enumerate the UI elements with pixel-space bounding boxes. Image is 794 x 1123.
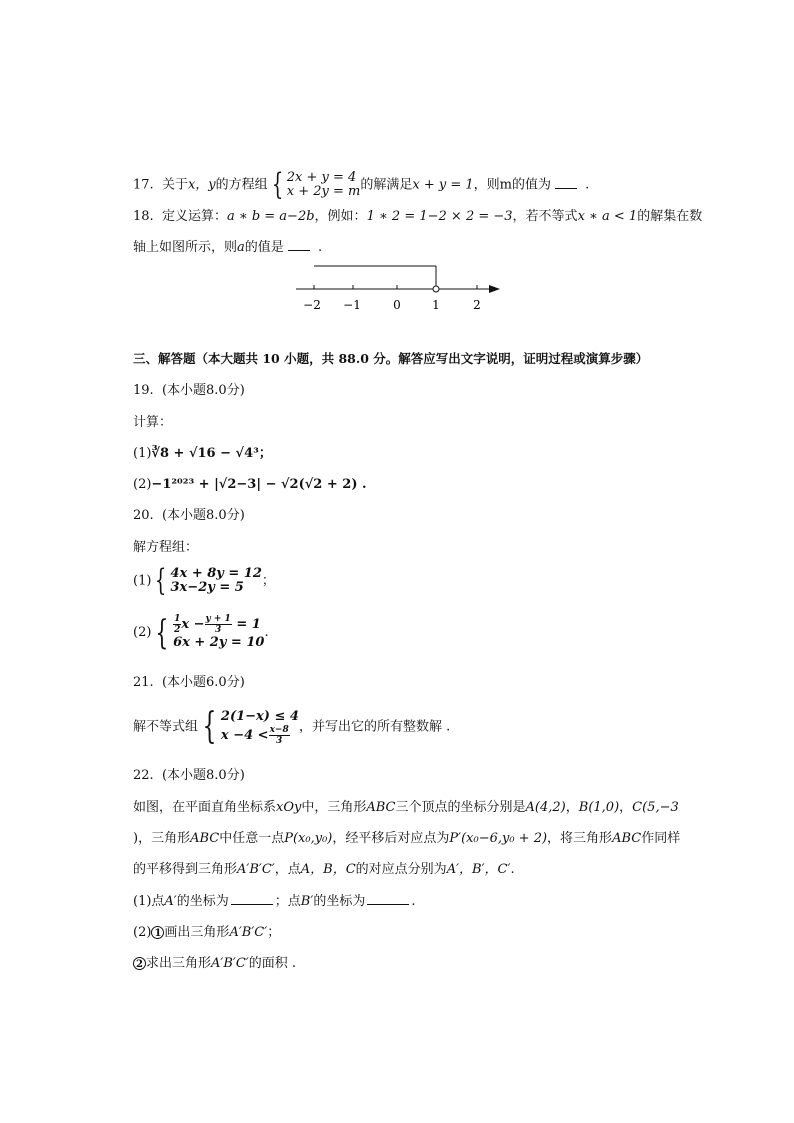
- tick-label: 1: [432, 298, 440, 312]
- question-text: 关于: [161, 177, 188, 193]
- question-text: 求出三角形: [146, 956, 212, 971]
- period: .: [585, 177, 590, 193]
- question-number: 19.: [133, 383, 154, 398]
- instruction: 解方程组：: [133, 540, 199, 555]
- question-text: 的对应点分别为: [355, 862, 447, 877]
- brace-icon: {: [155, 563, 167, 598]
- math-expr: A′B′C′: [237, 862, 275, 877]
- question-text: ，点: [274, 862, 301, 877]
- equation: 4x + 8y = 12: [170, 566, 262, 581]
- question-number: 20.: [133, 508, 154, 523]
- math-expr: A(4,2): [525, 800, 566, 815]
- question-text: 的值是: [244, 240, 284, 255]
- score-label: (本小题8.0分): [161, 508, 245, 523]
- question-text: 的坐标为: [176, 894, 229, 909]
- numerator: 1: [174, 614, 181, 624]
- question-text: 画出三角形: [164, 925, 230, 940]
- question-text: ，并写出它的所有整数解 .: [298, 719, 451, 735]
- math-expr: A′，B′，C′: [446, 862, 511, 877]
- question-22-part1: [133, 892, 415, 911]
- question-20-part1: [133, 563, 275, 598]
- question-22-part2: [133, 924, 280, 942]
- question-text: ，经平移后对应点为: [332, 831, 450, 846]
- instruction: 计算：: [133, 415, 173, 430]
- denominator: 3: [276, 736, 283, 746]
- inequality-system: [198, 708, 299, 746]
- math-expr: A′B′C′: [229, 925, 268, 940]
- math-expr: P′(x₀−6,y₀ + 2): [449, 831, 548, 846]
- inequality: x −4 <: [220, 728, 269, 743]
- question-22-line3: [133, 861, 515, 879]
- equation-system: [151, 563, 262, 598]
- question-19-part1: [133, 445, 272, 463]
- numerator: x−8: [269, 725, 289, 735]
- math-expr: C(5,−3: [632, 800, 679, 815]
- question-19-part2: [133, 476, 367, 494]
- question-17: [133, 167, 590, 202]
- part-label: (2): [133, 625, 152, 640]
- punctuation: .: [411, 894, 416, 909]
- condition: x + y = 1: [412, 177, 474, 193]
- numerator: y + 1: [205, 614, 231, 624]
- equation-system: [268, 167, 361, 202]
- equation: 6x + 2y = 10: [173, 635, 265, 650]
- number-line-figure: [290, 258, 510, 318]
- question-text: (1)点: [133, 894, 165, 909]
- inequality: 2(1−x) ≤ 4: [220, 709, 299, 724]
- axis-arrow-icon: [489, 285, 500, 293]
- tick-label: −1: [343, 298, 361, 312]
- question-number: 18.: [133, 209, 154, 224]
- math-expr: A′B′C′: [211, 956, 249, 971]
- question-18-line2: [133, 238, 322, 257]
- math-expr: ABC: [366, 800, 396, 815]
- question-21-body: [133, 708, 450, 746]
- equation-system: [151, 614, 264, 651]
- part-label: (1): [133, 573, 152, 589]
- math-expr: B′: [300, 894, 314, 909]
- question-text: 作同样: [641, 831, 681, 846]
- question-text: ，将三角形: [547, 831, 613, 846]
- question-18-line1: [133, 208, 702, 226]
- question-22-line1: [133, 799, 679, 817]
- question-text: 三个顶点的坐标分别是: [395, 800, 526, 815]
- math-expr: B(1,0): [578, 800, 620, 815]
- math-expr: a ∗ b = a−2b: [226, 209, 315, 224]
- circled-number-2: 2: [133, 957, 146, 970]
- answer-blank[interactable]: [555, 176, 577, 189]
- part-label: (1): [133, 446, 152, 461]
- question-text: 定义运算：: [161, 209, 227, 224]
- equation: 3x−2y = 5: [170, 580, 244, 595]
- tick-label: 2: [473, 298, 481, 312]
- brace-icon: {: [155, 612, 169, 653]
- brace-icon: {: [202, 706, 217, 747]
- punctuation: ，: [565, 800, 579, 815]
- question-20-part2: [133, 614, 269, 651]
- punctuation: ，: [619, 800, 633, 815]
- circled-number-1: 1: [151, 926, 164, 939]
- math-expr: x ∗ a < 1: [577, 209, 638, 224]
- part-label: (2): [133, 925, 152, 940]
- question-number: 17.: [133, 177, 154, 193]
- answer-blank[interactable]: [288, 238, 310, 251]
- math-expr: ABC: [612, 831, 642, 846]
- math-expr: ∛8 + √16 − √4³；: [151, 446, 272, 461]
- question-text: ，例如：: [314, 209, 367, 224]
- period: .: [317, 240, 323, 255]
- math-expr: A，B，C: [300, 862, 356, 877]
- punctuation: .: [510, 862, 515, 877]
- question-text: 解不等式组: [133, 719, 199, 735]
- question-number: 22.: [133, 768, 154, 783]
- question-text: 的坐标为: [313, 894, 366, 909]
- score-label: (本小题8.0分): [161, 383, 245, 398]
- question-text: 的解集在数: [637, 209, 703, 224]
- question-21-header: [133, 674, 245, 692]
- answer-blank[interactable]: [231, 892, 273, 905]
- punctuation: ；: [267, 925, 281, 940]
- math-expr: = 1: [236, 617, 261, 632]
- section-title: 三、解答题（本大题共 10 小题，共 88.0 分。解答应写出文字说明，证明过程或演算步骤）: [133, 351, 649, 366]
- punctuation: ；: [261, 573, 275, 589]
- question-22-part3: [133, 955, 296, 973]
- tick-label: −2: [303, 298, 321, 312]
- brace-icon: {: [271, 167, 283, 202]
- math-var: a: [237, 240, 245, 255]
- open-point: [433, 286, 439, 292]
- question-text: 中任意一点: [219, 831, 285, 846]
- question-22-line2: [133, 830, 680, 848]
- question-text: 的解满足: [360, 177, 413, 193]
- question-20-header: [133, 507, 245, 525]
- denominator: 3: [215, 625, 222, 635]
- question-text: ；点: [274, 894, 301, 909]
- math-expr: A′: [164, 894, 177, 909]
- question-text: 轴上如图所示，则: [133, 240, 238, 255]
- question-text: 的方程组: [215, 177, 268, 193]
- answer-blank[interactable]: [367, 892, 409, 905]
- question-text: )，三角形: [133, 831, 191, 846]
- question-text: 的平移得到三角形: [133, 862, 238, 877]
- math-expr: −1²⁰²³ + |√2−3| − √2(√2 + 2) .: [151, 477, 367, 492]
- math-expr: x −: [181, 617, 205, 632]
- math-expr: ABC: [190, 831, 220, 846]
- question-text: 中，三角形: [301, 800, 367, 815]
- equation: 2x + y = 4: [286, 170, 357, 185]
- question-number: 21.: [133, 675, 154, 690]
- question-22-header: [133, 767, 245, 785]
- denominator: 2: [174, 625, 181, 635]
- tick-label: 0: [393, 298, 401, 312]
- fraction: [205, 614, 232, 635]
- fraction: [269, 725, 290, 746]
- math-expr: 1 ∗ 2 = 1−2 × 2 = −3: [366, 209, 513, 224]
- score-label: (本小题6.0分): [161, 675, 245, 690]
- punctuation: .: [264, 625, 269, 640]
- question-text: 的面积 .: [248, 956, 297, 971]
- question-text: ，若不等式: [512, 209, 578, 224]
- equation: x + 2y = m: [286, 184, 361, 199]
- math-vars: x，y: [187, 177, 216, 193]
- question-19-header: [133, 382, 245, 400]
- part-label: (2): [133, 477, 152, 492]
- math-expr: P(x₀,y₀): [284, 831, 333, 846]
- math-expr: xOy: [276, 800, 302, 815]
- score-label: (本小题8.0分): [161, 768, 245, 783]
- question-text: 如图，在平面直角坐标系: [133, 800, 277, 815]
- question-text: ，则m的值为: [473, 177, 551, 193]
